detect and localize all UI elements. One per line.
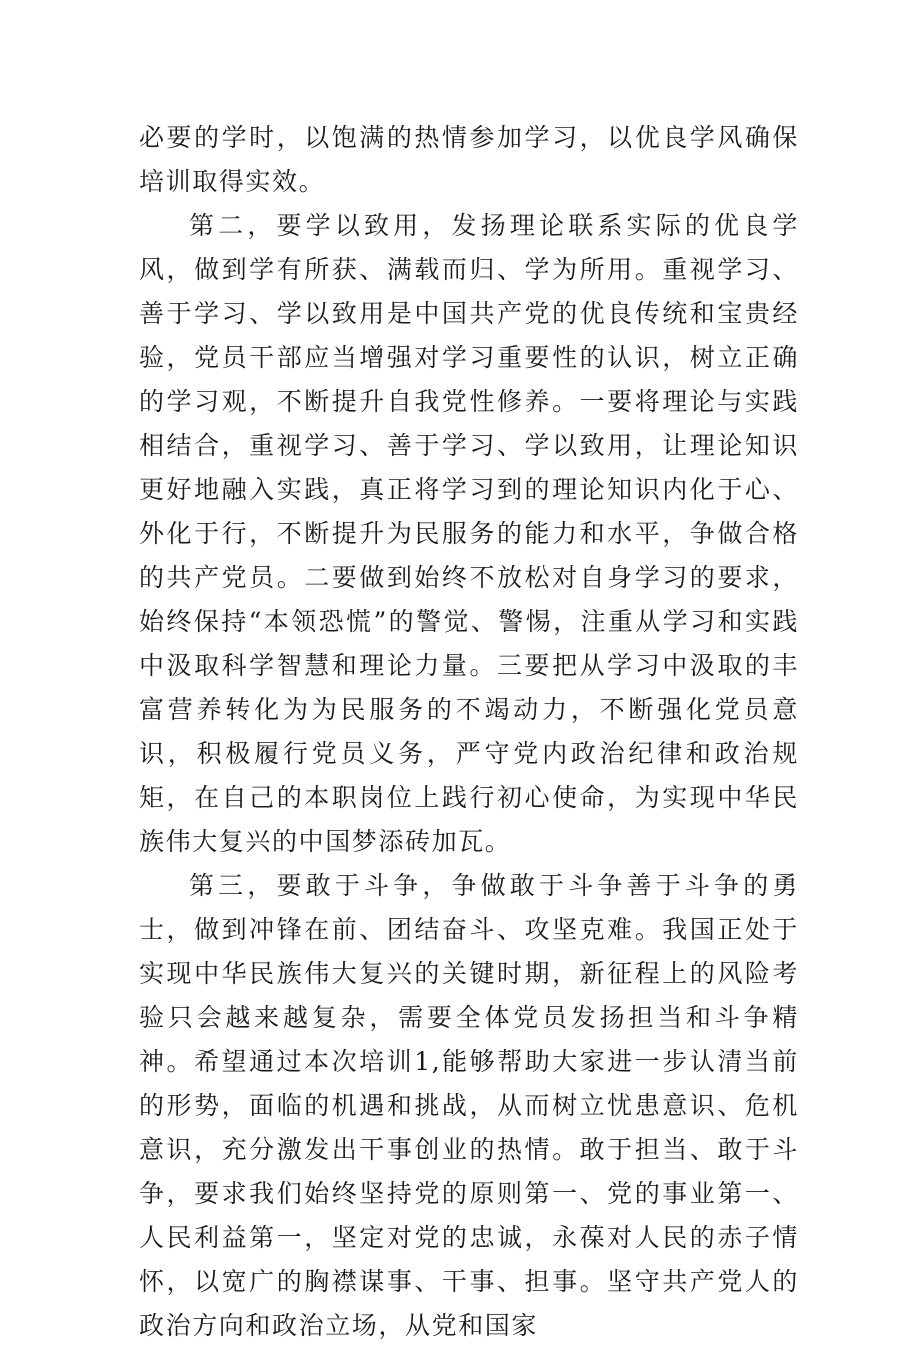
paragraph-continuation: 必要的学时，以饱满的热情参加学习，以优良学风确保培训取得实效。 [139,123,799,196]
paragraph-second-point: 第二，要学以致用，发扬理论联系实际的优良学风，做到学有所获、满载而归、学为所用。重视学习、善于学习、学以致用是中国共产党的优良传统和宝贵经验，党员干部应当增强对学习重要性的认识，树立正确的学习观，不断提升自我党性修养。一要将理论与实践相结合，重视学习、善于学习、学以致用，让理论知识更好地融入实践，真正将学习到的理论知识内化于心、外化于行，不断提升为民服务的能力和水平，争做合格的共产党员。二要做到始终不放松对自身学习的要求，始终保持“本领恐慌”的警觉、警惕，注重从学习和实践中汲取科学智慧和理论力量。三要把从学习中汲取的丰富营养转化为为民服务的不竭动力，不断强化党员意识，积极履行党员义务，严守党内政治纪律和政治规矩，在自己的本职岗位上践行初心使命，为实现中华民族伟大复兴的中国梦添砖加瓦。 [139,211,799,856]
document-body [139,116,799,1348]
paragraph-third-point: 第三，要敢于斗争，争做敢于斗争善于斗争的勇士，做到冲锋在前、团结奋斗、攻坚克难。我国正处于实现中华民族伟大复兴的关键时期，新征程上的风险考验只会越来越复杂，需要全体党员发扬担当和斗争精神。希望通过本次培训1,能够帮助大家进一步认清当前的形势，面临的机遇和挑战，从而树立忧患意识、危机意识，充分激发出干事创业的热情。敢于担当、敢于斗争，要求我们始终坚持党的原则第一、党的事业第一、人民利益第一，坚定对党的忠诚，永葆对人民的赤子情怀，以宽广的胸襟谋事、干事、担事。坚守共产党人的政治方向和政治立场，从党和国家 [139,871,799,1340]
